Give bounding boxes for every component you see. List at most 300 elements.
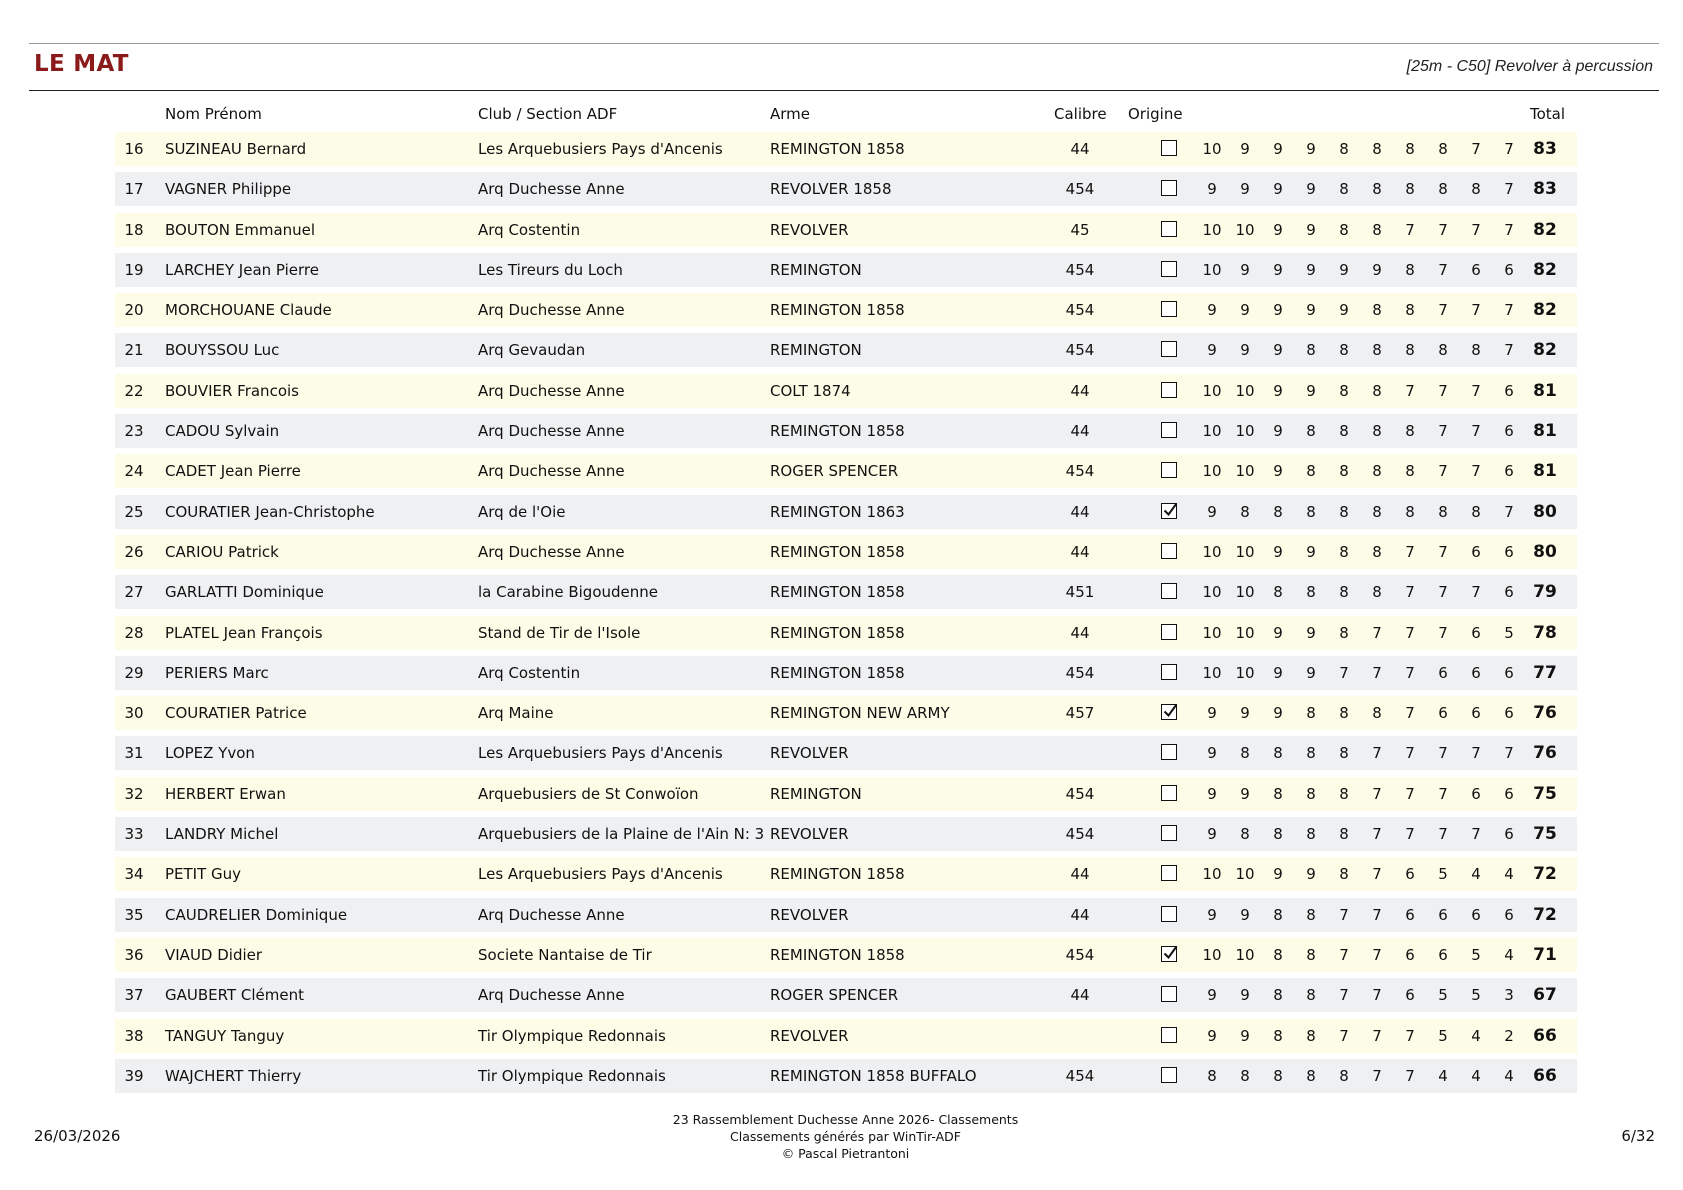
calibre-cell: 44 bbox=[1070, 140, 1090, 158]
calibre-cell: 454 bbox=[1065, 663, 1095, 682]
score-cell: 8 bbox=[1339, 381, 1349, 400]
score-cell: 4 bbox=[1438, 1066, 1448, 1085]
column-header-total: Total bbox=[1530, 105, 1566, 123]
rank-cell: 29 bbox=[124, 663, 144, 682]
arme-cell: REMINGTON bbox=[770, 260, 862, 279]
score-cell: 7 bbox=[1405, 583, 1415, 602]
score-cell: 7 bbox=[1471, 220, 1481, 239]
footer-line-2: Classements générés par WinTir-ADF bbox=[730, 1129, 961, 1144]
score-cell: 8 bbox=[1339, 542, 1349, 561]
arme-cell: REMINGTON bbox=[770, 784, 862, 803]
origine-cell bbox=[1155, 616, 1185, 650]
footer-page-number: 6/32 bbox=[1621, 1127, 1655, 1145]
score-cell: 7 bbox=[1405, 1066, 1415, 1085]
score-cell: 9 bbox=[1306, 623, 1316, 642]
score-cell: 7 bbox=[1471, 381, 1481, 400]
score-cell: 10 bbox=[1202, 381, 1222, 400]
score-cell: 2 bbox=[1504, 1026, 1514, 1045]
score-cell: 6 bbox=[1504, 784, 1514, 803]
score-cell: 7 bbox=[1438, 784, 1448, 803]
score-cell: 8 bbox=[1273, 502, 1283, 521]
total-cell: 81 bbox=[1533, 421, 1557, 442]
score-cell: 7 bbox=[1438, 542, 1448, 561]
name-cell: HERBERT Erwan bbox=[165, 784, 286, 803]
score-cell: 8 bbox=[1306, 1026, 1316, 1045]
name-cell: PERIERS Marc bbox=[165, 663, 269, 682]
score-cell: 8 bbox=[1339, 220, 1349, 239]
score-cell: 8 bbox=[1405, 180, 1415, 199]
score-cell: 7 bbox=[1471, 140, 1481, 158]
table-row bbox=[115, 293, 1577, 327]
score-cell: 9 bbox=[1240, 140, 1250, 158]
score-cell: 8 bbox=[1306, 583, 1316, 602]
total-cell: 75 bbox=[1533, 783, 1557, 804]
score-cell: 4 bbox=[1471, 1026, 1481, 1045]
score-cell: 10 bbox=[1235, 462, 1255, 481]
arme-cell: REMINGTON 1858 bbox=[770, 623, 905, 642]
score-cell: 10 bbox=[1235, 422, 1255, 441]
calibre-cell: 44 bbox=[1070, 542, 1090, 561]
score-cell: 10 bbox=[1202, 422, 1222, 441]
total-cell: 67 bbox=[1533, 985, 1557, 1006]
score-cell: 6 bbox=[1471, 542, 1481, 561]
score-cell: 8 bbox=[1372, 502, 1382, 521]
score-cell: 9 bbox=[1273, 260, 1283, 279]
table-row bbox=[115, 132, 1577, 166]
origine-cell bbox=[1155, 374, 1185, 408]
event-title: [25m - C50] Revolver à percussion bbox=[1406, 58, 1653, 75]
score-cell: 6 bbox=[1504, 542, 1514, 561]
calibre-cell: 451 bbox=[1065, 583, 1095, 602]
calibre-cell: 44 bbox=[1070, 623, 1090, 642]
rank-cell: 34 bbox=[124, 865, 144, 884]
footer-line-1: 23 Rassemblement Duchesse Anne 2026- Classements bbox=[672, 1112, 1019, 1127]
table-row bbox=[115, 777, 1577, 811]
score-cell: 8 bbox=[1405, 422, 1415, 441]
score-cell: 8 bbox=[1372, 180, 1382, 199]
checkbox-icon bbox=[1161, 180, 1177, 196]
score-cell: 9 bbox=[1240, 341, 1250, 360]
arme-cell: REMINGTON 1858 bbox=[770, 422, 905, 441]
score-cell: 8 bbox=[1339, 502, 1349, 521]
column-header-club: Club / Section ADF bbox=[478, 105, 618, 123]
origine-cell bbox=[1155, 293, 1185, 327]
rank-cell: 38 bbox=[124, 1026, 144, 1045]
score-cell: 10 bbox=[1235, 663, 1255, 682]
score-cell: 8 bbox=[1405, 260, 1415, 279]
checked-checkbox-icon bbox=[1161, 946, 1177, 962]
score-cell: 9 bbox=[1372, 260, 1382, 279]
total-cell: 80 bbox=[1533, 541, 1557, 562]
score-cell: 7 bbox=[1372, 865, 1382, 884]
score-cell: 9 bbox=[1273, 623, 1283, 642]
checked-checkbox-icon bbox=[1161, 503, 1177, 519]
score-cell: 7 bbox=[1438, 381, 1448, 400]
score-cell: 9 bbox=[1240, 905, 1250, 924]
origine-cell bbox=[1155, 1059, 1185, 1093]
score-cell: 7 bbox=[1504, 301, 1514, 320]
score-cell: 10 bbox=[1202, 220, 1222, 239]
column-header-calibre: Calibre bbox=[1054, 105, 1107, 123]
checkbox-icon bbox=[1161, 624, 1177, 640]
name-cell: LOPEZ Yvon bbox=[165, 744, 255, 763]
score-cell: 8 bbox=[1273, 744, 1283, 763]
score-cell: 9 bbox=[1273, 865, 1283, 884]
score-cell: 4 bbox=[1504, 945, 1514, 964]
score-cell: 6 bbox=[1405, 945, 1415, 964]
table-row bbox=[115, 535, 1577, 569]
origine-cell bbox=[1155, 333, 1185, 367]
total-cell: 82 bbox=[1533, 219, 1557, 240]
score-cell: 8 bbox=[1306, 1066, 1316, 1085]
rank-cell: 17 bbox=[124, 180, 144, 199]
score-cell: 8 bbox=[1273, 986, 1283, 1005]
name-cell: GARLATTI Dominique bbox=[165, 583, 324, 602]
score-cell: 7 bbox=[1339, 945, 1349, 964]
total-cell: 72 bbox=[1533, 864, 1557, 885]
checkbox-icon bbox=[1161, 744, 1177, 760]
score-cell: 8 bbox=[1240, 1066, 1250, 1085]
score-cell: 10 bbox=[1202, 462, 1222, 481]
score-cell: 9 bbox=[1273, 301, 1283, 320]
score-cell: 9 bbox=[1240, 180, 1250, 199]
score-cell: 8 bbox=[1438, 180, 1448, 199]
score-cell: 8 bbox=[1471, 180, 1481, 199]
arme-cell: REMINGTON 1858 bbox=[770, 140, 905, 158]
arme-cell: REVOLVER bbox=[770, 1026, 849, 1045]
score-cell: 8 bbox=[1339, 180, 1349, 199]
origine-cell bbox=[1155, 414, 1185, 448]
score-cell: 8 bbox=[1471, 341, 1481, 360]
score-cell: 6 bbox=[1438, 704, 1448, 723]
score-cell: 10 bbox=[1202, 865, 1222, 884]
table-row bbox=[115, 333, 1577, 367]
checkbox-icon bbox=[1161, 261, 1177, 277]
rank-cell: 31 bbox=[124, 744, 144, 763]
checkbox-icon bbox=[1161, 664, 1177, 680]
name-cell: CADET Jean Pierre bbox=[165, 462, 301, 481]
score-cell: 9 bbox=[1207, 825, 1217, 844]
score-cell: 7 bbox=[1438, 744, 1448, 763]
name-cell: COURATIER Jean-Christophe bbox=[165, 502, 375, 521]
total-cell: 81 bbox=[1533, 380, 1557, 401]
arme-cell: REMINGTON 1858 bbox=[770, 945, 905, 964]
club-cell: Tir Olympique Redonnais bbox=[478, 1026, 666, 1045]
ranking-table bbox=[115, 132, 1577, 1099]
score-cell: 8 bbox=[1372, 704, 1382, 723]
total-cell: 82 bbox=[1533, 259, 1557, 280]
score-cell: 6 bbox=[1438, 905, 1448, 924]
score-cell: 4 bbox=[1471, 1066, 1481, 1085]
name-cell: BOUTON Emmanuel bbox=[165, 220, 316, 239]
score-cell: 9 bbox=[1273, 663, 1283, 682]
score-cell: 8 bbox=[1372, 462, 1382, 481]
score-cell: 7 bbox=[1405, 663, 1415, 682]
checkmark-icon bbox=[1162, 501, 1180, 519]
rank-cell: 30 bbox=[124, 704, 144, 723]
club-cell: Les Arquebusiers Pays d'Ancenis bbox=[478, 865, 723, 884]
rank-cell: 32 bbox=[124, 784, 144, 803]
score-cell: 7 bbox=[1405, 623, 1415, 642]
score-cell: 7 bbox=[1471, 583, 1481, 602]
score-cell: 8 bbox=[1339, 704, 1349, 723]
origine-cell bbox=[1155, 454, 1185, 488]
score-cell: 7 bbox=[1372, 825, 1382, 844]
score-cell: 6 bbox=[1471, 260, 1481, 279]
score-cell: 6 bbox=[1504, 704, 1514, 723]
score-cell: 10 bbox=[1235, 381, 1255, 400]
footer-date: 26/03/2026 bbox=[34, 1127, 121, 1145]
calibre-cell: 44 bbox=[1070, 905, 1090, 924]
score-cell: 9 bbox=[1306, 381, 1316, 400]
score-cell: 8 bbox=[1306, 341, 1316, 360]
club-cell: Arq Costentin bbox=[478, 220, 581, 239]
top-rule bbox=[29, 43, 1659, 44]
club-cell: Arq Costentin bbox=[478, 663, 581, 682]
score-cell: 10 bbox=[1235, 623, 1255, 642]
score-cell: 7 bbox=[1471, 462, 1481, 481]
score-cell: 8 bbox=[1339, 784, 1349, 803]
table-row bbox=[115, 736, 1577, 770]
calibre-cell: 454 bbox=[1065, 784, 1095, 803]
score-cell: 8 bbox=[1405, 301, 1415, 320]
score-cell: 7 bbox=[1504, 180, 1514, 199]
score-cell: 9 bbox=[1339, 301, 1349, 320]
score-cell: 8 bbox=[1405, 341, 1415, 360]
score-cell: 8 bbox=[1372, 301, 1382, 320]
table-row bbox=[115, 696, 1577, 730]
rank-cell: 26 bbox=[124, 542, 144, 561]
club-cell: Arq Duchesse Anne bbox=[478, 422, 625, 441]
score-cell: 7 bbox=[1471, 301, 1481, 320]
score-cell: 8 bbox=[1372, 140, 1382, 158]
score-cell: 8 bbox=[1306, 784, 1316, 803]
origine-cell bbox=[1155, 656, 1185, 690]
score-cell: 6 bbox=[1504, 381, 1514, 400]
score-cell: 4 bbox=[1504, 865, 1514, 884]
score-cell: 7 bbox=[1471, 825, 1481, 844]
club-cell: Arq Duchesse Anne bbox=[478, 905, 625, 924]
total-cell: 66 bbox=[1533, 1025, 1557, 1046]
score-cell: 5 bbox=[1438, 1026, 1448, 1045]
score-cell: 9 bbox=[1273, 422, 1283, 441]
score-cell: 5 bbox=[1471, 986, 1481, 1005]
club-cell: Arq Duchesse Anne bbox=[478, 542, 625, 561]
table-row bbox=[115, 414, 1577, 448]
score-cell: 8 bbox=[1306, 825, 1316, 844]
score-cell: 10 bbox=[1202, 583, 1222, 602]
club-cell: Les Arquebusiers Pays d'Ancenis bbox=[478, 744, 723, 763]
origine-cell bbox=[1155, 1019, 1185, 1053]
score-cell: 7 bbox=[1372, 945, 1382, 964]
arme-cell: REVOLVER 1858 bbox=[770, 180, 892, 199]
name-cell: GAUBERT Clément bbox=[165, 986, 304, 1005]
checkbox-icon bbox=[1161, 825, 1177, 841]
total-cell: 76 bbox=[1533, 703, 1557, 724]
score-cell: 5 bbox=[1471, 945, 1481, 964]
score-cell: 9 bbox=[1207, 986, 1217, 1005]
score-cell: 7 bbox=[1405, 542, 1415, 561]
table-row bbox=[115, 454, 1577, 488]
score-cell: 9 bbox=[1207, 744, 1217, 763]
club-cell: Les Tireurs du Loch bbox=[478, 260, 623, 279]
calibre-cell: 454 bbox=[1065, 1066, 1095, 1085]
origine-cell bbox=[1155, 817, 1185, 851]
checkbox-icon bbox=[1161, 1067, 1177, 1083]
score-cell: 10 bbox=[1202, 663, 1222, 682]
score-cell: 8 bbox=[1339, 744, 1349, 763]
calibre-cell: 44 bbox=[1070, 381, 1090, 400]
calibre-cell: 454 bbox=[1065, 341, 1095, 360]
club-cell: Arquebusiers de la Plaine de l'Ain N: 3 bbox=[478, 825, 765, 844]
total-cell: 76 bbox=[1533, 743, 1557, 764]
score-cell: 8 bbox=[1372, 583, 1382, 602]
score-cell: 7 bbox=[1471, 422, 1481, 441]
total-cell: 77 bbox=[1533, 662, 1557, 683]
total-cell: 83 bbox=[1533, 139, 1557, 159]
name-cell: BOUVIER Francois bbox=[165, 381, 299, 400]
name-cell: PETIT Guy bbox=[165, 865, 242, 884]
rank-cell: 33 bbox=[124, 825, 144, 844]
club-cell: Societe Nantaise de Tir bbox=[478, 945, 652, 964]
origine-cell bbox=[1155, 978, 1185, 1012]
origine-cell bbox=[1155, 898, 1185, 932]
score-cell: 8 bbox=[1438, 341, 1448, 360]
score-cell: 9 bbox=[1273, 140, 1283, 158]
name-cell: BOUYSSOU Luc bbox=[165, 341, 280, 360]
score-cell: 8 bbox=[1273, 825, 1283, 844]
score-cell: 8 bbox=[1438, 502, 1448, 521]
club-cell: Arq Gevaudan bbox=[478, 341, 586, 360]
name-cell: CAUDRELIER Dominique bbox=[165, 905, 348, 924]
calibre-cell bbox=[1050, 1019, 1110, 1053]
table-row bbox=[115, 1019, 1577, 1053]
checkbox-icon bbox=[1161, 785, 1177, 801]
rank-cell: 37 bbox=[124, 986, 144, 1005]
score-cell: 7 bbox=[1372, 1026, 1382, 1045]
table-row bbox=[115, 213, 1577, 247]
score-cell: 8 bbox=[1405, 462, 1415, 481]
club-cell: Arq Duchesse Anne bbox=[478, 462, 625, 481]
score-cell: 7 bbox=[1405, 1026, 1415, 1045]
origine-cell bbox=[1155, 938, 1185, 972]
score-cell: 10 bbox=[1235, 945, 1255, 964]
score-cell: 7 bbox=[1372, 1066, 1382, 1085]
origine-cell bbox=[1155, 736, 1185, 770]
name-cell: LARCHEY Jean Pierre bbox=[165, 260, 319, 279]
table-row bbox=[115, 938, 1577, 972]
score-cell: 8 bbox=[1306, 704, 1316, 723]
score-cell: 9 bbox=[1207, 905, 1217, 924]
score-cell: 8 bbox=[1240, 502, 1250, 521]
score-cell: 8 bbox=[1339, 140, 1349, 158]
score-cell: 9 bbox=[1240, 301, 1250, 320]
name-cell: MORCHOUANE Claude bbox=[165, 301, 332, 320]
score-cell: 8 bbox=[1339, 462, 1349, 481]
arme-cell: REMINGTON 1863 bbox=[770, 502, 905, 521]
calibre-cell: 454 bbox=[1065, 301, 1095, 320]
score-cell: 8 bbox=[1405, 502, 1415, 521]
total-cell: 78 bbox=[1533, 622, 1557, 643]
table-row bbox=[115, 857, 1577, 891]
calibre-cell bbox=[1050, 736, 1110, 770]
score-cell: 8 bbox=[1240, 744, 1250, 763]
checkbox-icon bbox=[1161, 906, 1177, 922]
table-row bbox=[115, 1059, 1577, 1093]
score-cell: 7 bbox=[1339, 986, 1349, 1005]
score-cell: 6 bbox=[1471, 704, 1481, 723]
calibre-cell: 454 bbox=[1065, 462, 1095, 481]
total-cell: 82 bbox=[1533, 300, 1557, 321]
score-cell: 3 bbox=[1504, 986, 1514, 1005]
arme-cell: REMINGTON NEW ARMY bbox=[770, 704, 950, 723]
checkbox-icon bbox=[1161, 140, 1177, 156]
club-cell: Arq Duchesse Anne bbox=[478, 301, 625, 320]
score-cell: 8 bbox=[1339, 583, 1349, 602]
arme-cell: REMINGTON 1858 bbox=[770, 583, 905, 602]
name-cell: VAGNER Philippe bbox=[165, 180, 292, 199]
score-cell: 8 bbox=[1405, 140, 1415, 158]
club-cell: Les Arquebusiers Pays d'Ancenis bbox=[478, 140, 723, 158]
score-cell: 10 bbox=[1202, 623, 1222, 642]
score-cell: 8 bbox=[1273, 905, 1283, 924]
score-cell: 9 bbox=[1207, 341, 1217, 360]
rank-cell: 27 bbox=[124, 583, 144, 602]
table-row bbox=[115, 172, 1577, 206]
checkbox-icon bbox=[1161, 543, 1177, 559]
calibre-cell: 454 bbox=[1065, 825, 1095, 844]
page-title: LE MAT bbox=[34, 51, 129, 77]
score-cell: 8 bbox=[1339, 422, 1349, 441]
score-cell: 9 bbox=[1273, 220, 1283, 239]
score-cell: 9 bbox=[1339, 260, 1349, 279]
header-rule bbox=[29, 90, 1659, 91]
score-cell: 8 bbox=[1339, 1066, 1349, 1085]
table-row bbox=[115, 898, 1577, 932]
score-cell: 7 bbox=[1339, 1026, 1349, 1045]
arme-cell: REMINGTON 1858 bbox=[770, 301, 905, 320]
origine-cell bbox=[1155, 857, 1185, 891]
checked-checkbox-icon bbox=[1161, 704, 1177, 720]
score-cell: 8 bbox=[1372, 381, 1382, 400]
score-cell: 8 bbox=[1273, 583, 1283, 602]
column-header-origine: Origine bbox=[1128, 105, 1183, 123]
score-cell: 7 bbox=[1372, 784, 1382, 803]
score-cell: 9 bbox=[1273, 462, 1283, 481]
score-cell: 7 bbox=[1438, 301, 1448, 320]
name-cell: CARIOU Patrick bbox=[165, 542, 279, 561]
score-cell: 8 bbox=[1372, 542, 1382, 561]
club-cell: Arq de l'Oie bbox=[478, 502, 566, 521]
club-cell: Stand de Tir de l'Isole bbox=[478, 623, 641, 642]
name-cell: COURATIER Patrice bbox=[165, 704, 307, 723]
score-cell: 9 bbox=[1240, 986, 1250, 1005]
column-header-arme: Arme bbox=[770, 105, 811, 123]
score-cell: 7 bbox=[1372, 623, 1382, 642]
score-cell: 7 bbox=[1405, 704, 1415, 723]
score-cell: 6 bbox=[1504, 260, 1514, 279]
score-cell: 8 bbox=[1240, 825, 1250, 844]
arme-cell: REMINGTON bbox=[770, 341, 862, 360]
score-cell: 5 bbox=[1438, 986, 1448, 1005]
calibre-cell: 454 bbox=[1065, 180, 1095, 199]
column-header-name: Nom Prénom bbox=[165, 105, 262, 123]
score-cell: 7 bbox=[1438, 583, 1448, 602]
score-cell: 8 bbox=[1339, 825, 1349, 844]
score-cell: 4 bbox=[1504, 1066, 1514, 1085]
score-cell: 9 bbox=[1207, 180, 1217, 199]
origine-cell bbox=[1155, 213, 1185, 247]
